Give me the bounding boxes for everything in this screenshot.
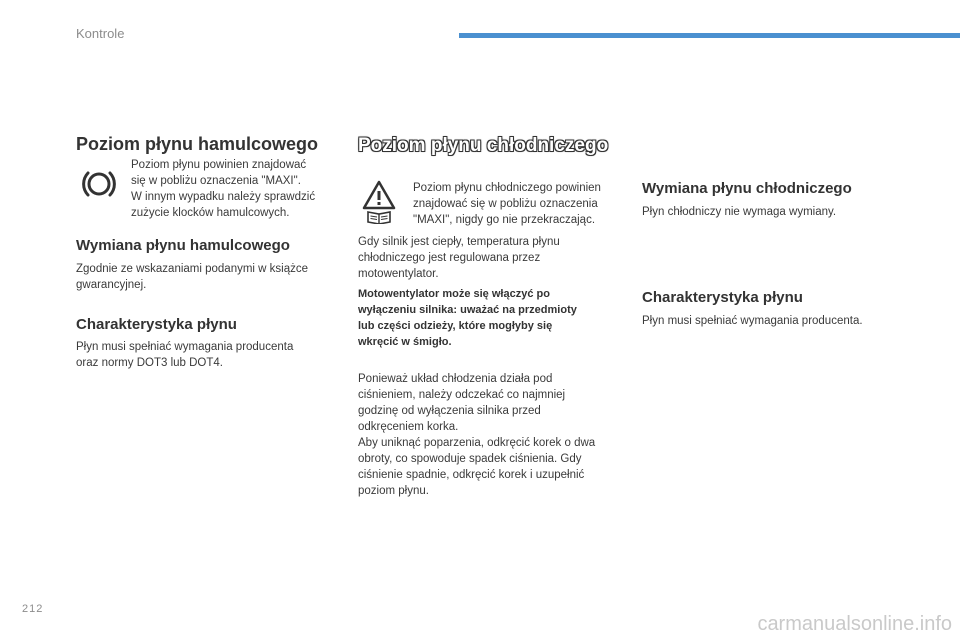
coolant-para2: Ponieważ układ chłodzenia działa pod ciśnieniem, należy odczekać co najmniej godzinę od wyłączenia silnika przed odkręceniem korka. Aby uniknąć poparzenia, odkręcić korek o dwa obroty, co spowoduje spadek ciśnienia. Gdy ciśnienie spadnie, odkręcić korek i uzupełnić poziom płynu. [358, 373, 596, 497]
brake-spec-text: Płyn musi spełniać wymagania producenta oraz normy DOT3 lub DOT4. [76, 341, 294, 369]
coolant-fan-warning: Motowentylator może się włączyć po wyłączeniu silnika: uważać na przedmioty lub części odzieży, które mogłyby się wkręcić w śmigło. [358, 288, 577, 348]
brake-replace-text: Zgodnie ze wskazaniami podanymi w książce gwarancyjnej. [76, 263, 309, 291]
coolant-replace-text: Płyn chłodniczy nie wymaga wymiany. [642, 206, 837, 218]
coolant-replace-title: Wymiana płynu chłodniczego [642, 180, 852, 197]
brake-replace-title: Wymiana płynu hamulcowego [76, 237, 290, 254]
coolant-title: Poziom płynu chłodniczego [358, 135, 609, 156]
chapter-bar [459, 33, 960, 38]
brake-fluid-title: Poziom płynu hamulcowego [76, 134, 319, 154]
warning-manual-icon [362, 180, 396, 224]
brake-intro: Poziom płynu powinien znajdować się w pobliżu oznaczenia "MAXI". W innym wypadku należy sprawdzić zużycie klocków hamulcowych. [131, 159, 316, 219]
brake-warning-icon [80, 166, 118, 202]
brake-spec-title: Charakterystyka płynu [76, 316, 237, 333]
coolant-spec-text: Płyn musi spełniać wymagania producenta. [642, 315, 863, 327]
coolant-intro: Poziom płynu chłodniczego powinien znajdować się w pobliżu oznaczenia "MAXI", nigdy go nie przekraczając. [413, 182, 601, 226]
watermark: carmanualsonline.info [757, 613, 952, 635]
coolant-spec-title: Charakterystyka płynu [642, 289, 803, 306]
page-number: 212 [22, 603, 44, 615]
chapter-title: Kontrole [76, 26, 125, 41]
coolant-para1: Gdy silnik jest ciepły, temperatura płynu chłodniczego jest regulowana przez motowentylator. [358, 236, 560, 280]
